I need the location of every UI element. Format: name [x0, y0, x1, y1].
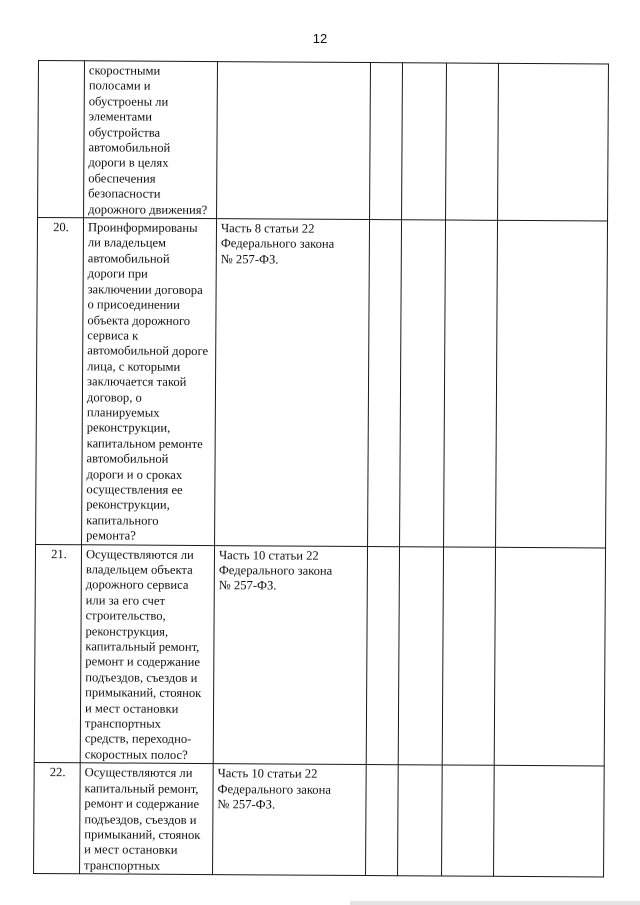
- row-number: 20.: [36, 218, 84, 545]
- question-text: Проинформированы ли владельцем автомобильной дороги при заключении договора о присоединении объекта дорожного сервиса к автомобильной дороге лица, с которыми заключается такой договор, о планируемых реконструкции, капитальном ремонте автомобильной дороги и о сроках осуществления ее реконструкции, капитального ремонта?: [82, 218, 217, 545]
- answer-na-cell: [444, 220, 498, 547]
- question-text: Осуществляются ли владельцем объекта дорожного сервиса или за его счет строительство, реконструкция, капитальный ремонт, ремонт и содержание подъездов, съездов и примыканий, стоянок и мест остановки транспортных средств, переходно- скоростных полос?: [80, 544, 214, 763]
- question-text: Осуществляются ли капитальный ремонт, ремонт и содержание подъездов, съездов и примыканий, стоянок и мест остановки транспортных: [80, 763, 214, 875]
- row-number: 21.: [34, 544, 81, 763]
- answer-yes-cell: [366, 546, 399, 765]
- legal-reference: Часть 8 статьи 22 Федерального закона № 257-ФЗ.: [215, 219, 370, 546]
- answer-no-cell: [398, 765, 443, 876]
- answer-no-cell: [398, 546, 443, 765]
- answer-yes-cell: [368, 220, 402, 547]
- notes-cell: [498, 63, 609, 221]
- scan-edge-shadow: [350, 901, 640, 905]
- legal-reference: Часть 10 статьи 22 Федерального закона № 257-ФЗ.: [213, 545, 367, 765]
- answer-no-cell: [402, 63, 447, 220]
- notes-cell: [496, 220, 608, 547]
- answer-yes-cell: [366, 765, 399, 876]
- answer-yes-cell: [370, 63, 403, 220]
- row-number: 22.: [34, 763, 81, 874]
- answer-na-cell: [442, 765, 495, 876]
- answer-no-cell: [400, 220, 446, 547]
- table-row: [34, 763, 605, 877]
- notes-cell: [494, 766, 605, 878]
- notes-cell: [494, 547, 605, 766]
- row-number: [38, 61, 85, 218]
- page-number: 12: [312, 31, 328, 46]
- answer-na-cell: [446, 63, 499, 220]
- question-text: скоростными полосами и обустроены ли элементами обустройства автомобильной дороги в целях обеспечения безопасности дорожного движения?: [84, 61, 218, 219]
- table-row: [38, 61, 609, 222]
- table-row: [36, 218, 608, 548]
- legal-reference: [217, 62, 371, 220]
- inspection-table: [33, 60, 609, 878]
- legal-reference: Часть 10 статьи 22 Федерального закона № 257-ФЗ.: [213, 764, 367, 876]
- table-row: [34, 544, 605, 766]
- answer-na-cell: [442, 547, 495, 766]
